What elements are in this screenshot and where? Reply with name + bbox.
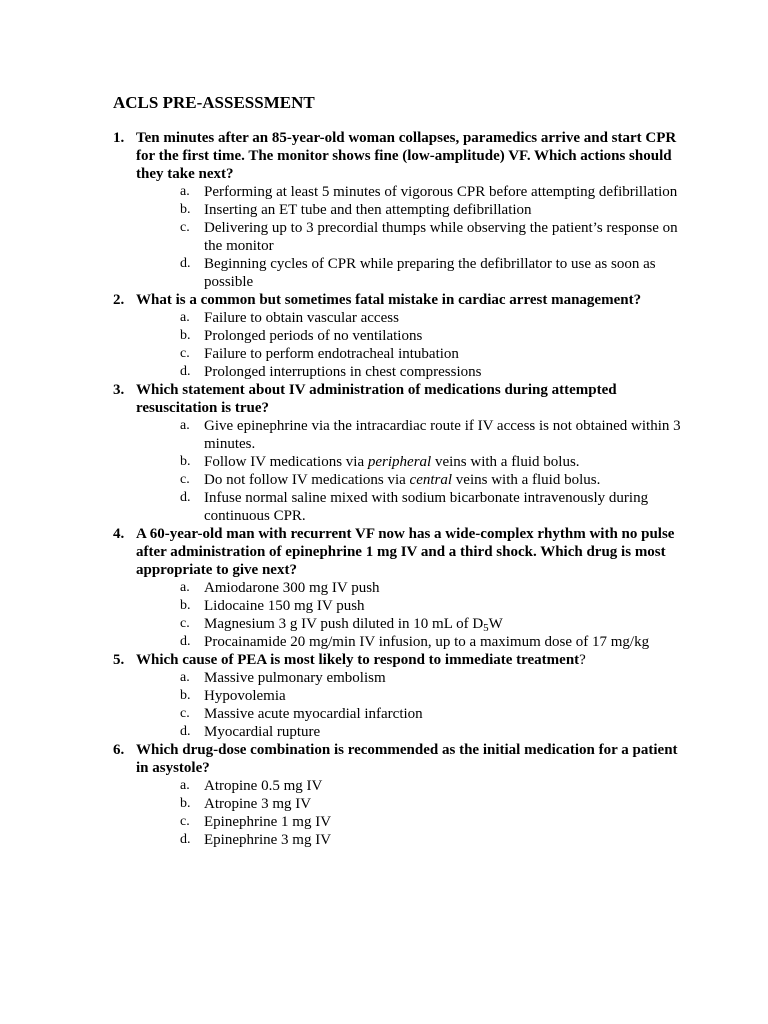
- option-text: [204, 471, 688, 489]
- answer-option: [180, 813, 688, 831]
- option-text: Infuse normal saline mixed with sodium bicarbonate intravenously during continuous CPR.: [204, 490, 649, 524]
- option-letter: a.: [180, 670, 190, 685]
- question-number: 5.: [113, 652, 125, 668]
- question-item: [113, 129, 688, 291]
- answer-option: [180, 633, 688, 651]
- option-text: Procainamide 20 mg/min IV infusion, up to a maximum dose of 17 mg/kg: [204, 634, 650, 650]
- question-text-main: A 60-year-old man with recurrent VF now has a wide-complex rhythm with no pulse after administration of epinephrine 1 mg IV and a third shock. Which drug is most appropriate to give next?: [136, 526, 675, 578]
- option-letter: c.: [180, 814, 190, 829]
- question-item: [113, 381, 688, 525]
- option-text: Atropine 0.5 mg IV: [204, 778, 323, 794]
- question-text: [136, 651, 688, 669]
- option-letter: d.: [180, 724, 191, 739]
- option-letter: b.: [180, 688, 191, 703]
- answer-option: [180, 363, 688, 381]
- question-item: [113, 651, 688, 741]
- option-text: [204, 453, 688, 471]
- question-list: [113, 129, 688, 849]
- answer-option: [180, 201, 688, 219]
- question-item: [113, 741, 688, 849]
- answer-option: [180, 777, 688, 795]
- answer-option: [180, 795, 688, 813]
- question-number: 1.: [113, 130, 125, 146]
- question-text: [136, 129, 688, 183]
- answer-options: [136, 669, 688, 741]
- option-text: Epinephrine 3 mg IV: [204, 832, 332, 848]
- answer-option: [180, 669, 688, 687]
- option-text: Beginning cycles of CPR while preparing the defibrillator to use as soon as possible: [204, 256, 656, 290]
- question-item: [113, 525, 688, 651]
- question-text-main: What is a common but sometimes fatal mistake in cardiac arrest management?: [136, 292, 642, 308]
- option-letter: c.: [180, 616, 190, 631]
- question-text-main: Which drug-dose combination is recommended as the initial medication for a patient in asystole?: [136, 742, 678, 776]
- option-letter: b.: [180, 796, 191, 811]
- answer-option: [180, 345, 688, 363]
- option-text: Massive pulmonary embolism: [204, 670, 386, 686]
- question-text: [136, 525, 688, 579]
- option-text: Prolonged periods of no ventilations: [204, 328, 423, 344]
- option-text-emphasis: central: [409, 472, 453, 488]
- option-text: Failure to perform endotracheal intubation: [204, 346, 459, 362]
- option-letter: c.: [180, 706, 190, 721]
- option-letter: d.: [180, 490, 191, 505]
- question-text: [136, 291, 688, 309]
- answer-option: [180, 831, 688, 849]
- answer-option: [180, 417, 688, 453]
- answer-option: [180, 219, 688, 255]
- answer-option: [180, 597, 688, 615]
- question-text-main: Ten minutes after an 85-year-old woman collapses, paramedics arrive and start CPR for the first time. The monitor shows fine (low-amplitude) VF. Which actions should they take next?: [136, 130, 677, 182]
- question-text-main: Which statement about IV administration of medications during attempted resuscitation is true?: [136, 382, 617, 416]
- option-letter: a.: [180, 418, 190, 433]
- option-text: Myocardial rupture: [204, 724, 321, 740]
- question-number: 4.: [113, 526, 125, 542]
- question-number: 3.: [113, 382, 125, 398]
- option-text: Amiodarone 300 mg IV push: [204, 580, 380, 596]
- option-text: Give epinephrine via the intracardiac route if IV access is not obtained within 3 minutes.: [204, 418, 681, 452]
- answer-options: [136, 309, 688, 381]
- option-text: Epinephrine 1 mg IV: [204, 814, 332, 830]
- answer-option: [180, 309, 688, 327]
- option-text-before: Magnesium 3 g IV push diluted in 10 mL of D: [204, 616, 484, 632]
- question-number: 6.: [113, 742, 125, 758]
- option-text-after: W: [488, 616, 503, 632]
- answer-option: [180, 453, 688, 471]
- option-text-subscript: 5: [483, 622, 489, 634]
- answer-option: [180, 255, 688, 291]
- option-text: Hypovolemia: [204, 688, 286, 704]
- option-letter: a.: [180, 310, 190, 325]
- question-number: 2.: [113, 292, 125, 308]
- option-letter: c.: [180, 220, 190, 235]
- option-letter: d.: [180, 634, 191, 649]
- answer-option: [180, 579, 688, 597]
- answer-option: [180, 687, 688, 705]
- option-text-emphasis: peripheral: [367, 454, 432, 470]
- question-text-main: Which cause of PEA is most likely to respond to immediate treatment: [136, 652, 580, 668]
- option-letter: d.: [180, 832, 191, 847]
- question-text-tail: ?: [579, 652, 586, 668]
- option-text: Prolonged interruptions in chest compressions: [204, 364, 482, 380]
- option-text: Delivering up to 3 precordial thumps while observing the patient’s response on the monitor: [204, 220, 678, 254]
- option-letter: b.: [180, 598, 191, 613]
- option-text: Atropine 3 mg IV: [204, 796, 312, 812]
- option-letter: d.: [180, 364, 191, 379]
- answer-options: [136, 579, 688, 651]
- answer-option: [180, 615, 688, 633]
- option-text-before: Follow IV medications via: [204, 454, 368, 470]
- option-text: Inserting an ET tube and then attempting defibrillation: [204, 202, 532, 218]
- option-text: Massive acute myocardial infarction: [204, 706, 423, 722]
- option-text: Lidocaine 150 mg IV push: [204, 598, 365, 614]
- option-letter: c.: [180, 472, 190, 487]
- option-letter: c.: [180, 346, 190, 361]
- option-text-after: veins with a fluid bolus.: [431, 454, 580, 470]
- answer-options: [136, 183, 688, 291]
- question-text: [136, 741, 688, 777]
- option-letter: b.: [180, 328, 191, 343]
- question-item: [113, 291, 688, 381]
- answer-option: [180, 705, 688, 723]
- option-text: Failure to obtain vascular access: [204, 310, 399, 326]
- answer-options: [136, 777, 688, 849]
- answer-option: [180, 489, 688, 525]
- option-text-before: Do not follow IV medications via: [204, 472, 410, 488]
- document-title: ACLS PRE-ASSESSMENT: [113, 93, 315, 112]
- option-text: Performing at least 5 minutes of vigorous CPR before attempting defibrillation: [204, 184, 678, 200]
- answer-option: [180, 471, 688, 489]
- answer-options: [136, 417, 688, 525]
- option-text-after: veins with a fluid bolus.: [452, 472, 601, 488]
- option-letter: d.: [180, 256, 191, 271]
- option-text: [204, 615, 688, 633]
- answer-option: [180, 327, 688, 345]
- option-letter: b.: [180, 454, 191, 469]
- option-letter: a.: [180, 778, 190, 793]
- question-text: [136, 381, 688, 417]
- option-letter: a.: [180, 184, 190, 199]
- option-letter: a.: [180, 580, 190, 595]
- answer-option: [180, 723, 688, 741]
- option-letter: b.: [180, 202, 191, 217]
- answer-option: [180, 183, 688, 201]
